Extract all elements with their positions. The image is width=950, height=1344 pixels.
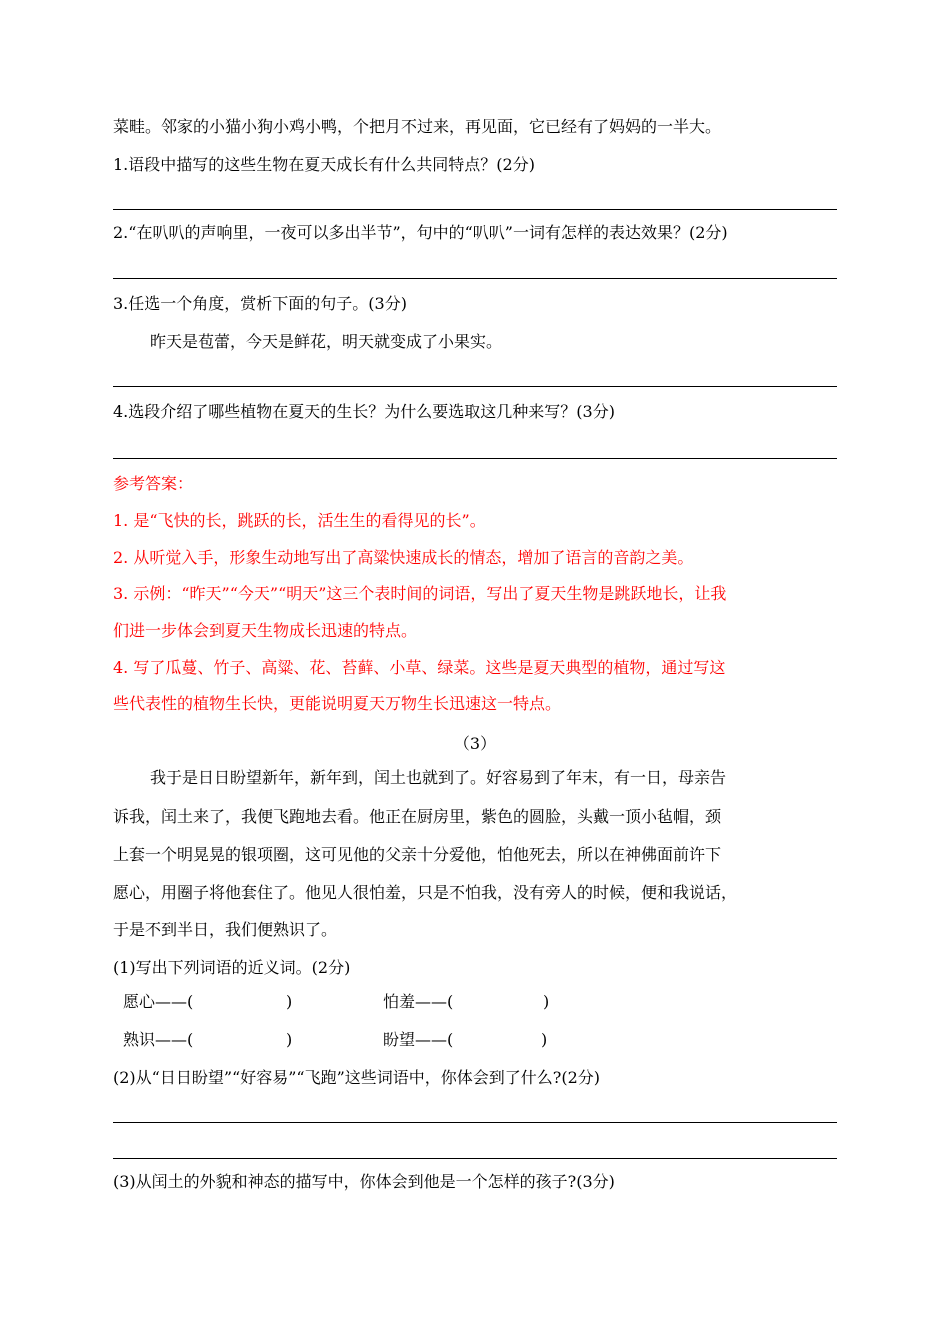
answer-line (113, 386, 837, 387)
synonym-prompt: 盼望——( (383, 1030, 454, 1049)
answer-2: 2. 从听觉入手，形象生动地写出了高粱快速成长的情态，增加了语言的音韵之美。 (113, 548, 694, 567)
question-3: 3.任选一个角度，赏析下面的句子。(3分) (113, 294, 407, 313)
synonym-close: ) (541, 1030, 548, 1049)
question-1: 1.语段中描写的这些生物在夏天成长有什么共同特点？(2分) (113, 155, 535, 174)
section-number: （3） (453, 734, 497, 753)
answer-line (113, 458, 837, 459)
passage-line: 愿心，用圈子将他套住了。他见人很怕羞，只是不怕我，没有旁人的时候，便和我说话， (113, 883, 738, 902)
answer-line (113, 1122, 837, 1123)
answer-3-line2: 们进一步体会到夏天生物成长迅速的特点。 (113, 621, 418, 640)
synonym-prompt: 愿心——( (123, 992, 194, 1011)
passage-line: 上套一个明晃晃的银项圈，这可见他的父亲十分爱他，怕他死去，所以在神佛面前许下 (113, 845, 722, 864)
answers-heading: 参考答案： (113, 474, 194, 493)
answer-4-line2: 些代表性的植物生长快，更能说明夏天万物生长迅速这一特点。 (113, 694, 562, 713)
passage-line: 诉我，闰土来了，我便飞跑地去看。他正在厨房里，紫色的圆脸，头戴一顶小毡帽，颈 (113, 807, 722, 826)
section3-question-3: (3)从闰土的外貌和神态的描写中，你体会到他是一个怎样的孩子?(3分) (113, 1172, 615, 1191)
synonym-close: ) (286, 992, 293, 1011)
passage-text-top: 菜畦。邻家的小猫小狗小鸡小鸭，个把月不过来，再见面，它已经有了妈妈的一半大。 (113, 117, 722, 136)
answer-line (113, 278, 837, 279)
answer-4-line1: 4. 写了瓜蔓、竹子、高粱、花、苔藓、小草、绿菜。这些是夏天典型的植物，通过写这 (113, 658, 726, 677)
synonym-prompt: 怕羞——( (383, 992, 454, 1011)
section3-question-1: (1)写出下列词语的近义词。(2分) (113, 958, 351, 977)
section3-question-2: (2)从“日日盼望”“好容易”“飞跑”这些词语中，你体会到了什么?(2分) (113, 1068, 600, 1087)
question-4: 4.选段介绍了哪些植物在夏天的生长？为什么要选取这几种来写？(3分) (113, 402, 615, 421)
passage-line: 于是不到半日，我们便熟识了。 (113, 920, 338, 939)
answer-1: 1. 是“飞快的长，跳跃的长，活生生的看得见的长”。 (113, 511, 486, 530)
passage-line: 我于是日日盼望新年，新年到，闰土也就到了。好容易到了年末，有一日，母亲告 (150, 768, 727, 787)
synonym-close: ) (286, 1030, 293, 1049)
question-3-sentence: 昨天是苞蕾，今天是鲜花，明天就变成了小果实。 (150, 332, 503, 351)
synonym-prompt: 熟识——( (123, 1030, 194, 1049)
answer-3-line1: 3. 示例：“昨天”“今天”“明天”这三个表时间的词语，写出了夏天生物是跳跃地长，让我 (113, 584, 727, 603)
answer-line (113, 209, 837, 210)
question-2: 2.“在叭叭的声响里，一夜可以多出半节”，句中的“叭叭”一词有怎样的表达效果？(2分) (113, 223, 728, 242)
answer-line (113, 1158, 837, 1159)
synonym-close: ) (543, 992, 550, 1011)
